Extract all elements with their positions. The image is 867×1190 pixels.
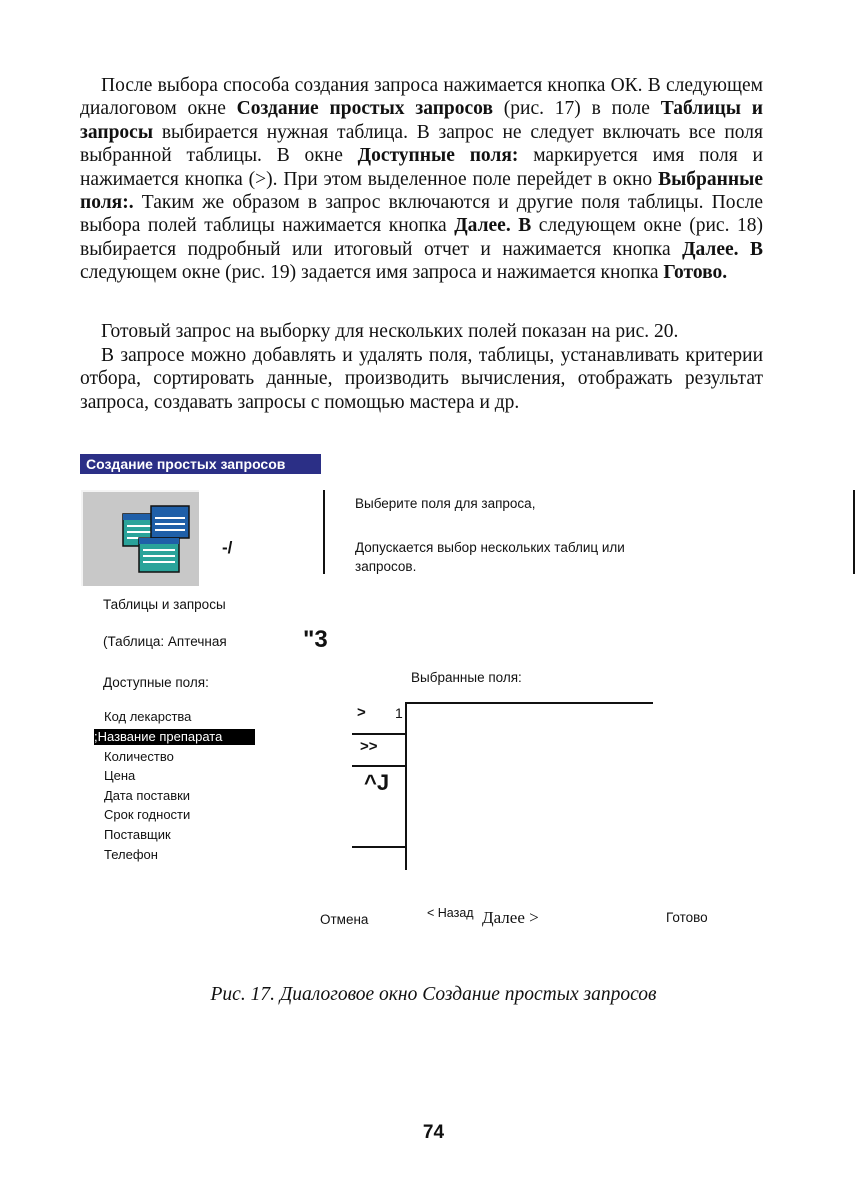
table-select[interactable]: (Таблица: Аптечная	[103, 634, 227, 649]
available-field-item[interactable]: ;Название препарата	[94, 729, 255, 745]
dropdown-arrow-mark[interactable]: "3	[303, 626, 328, 653]
add-all-fields-button[interactable]: >>	[360, 738, 378, 755]
selected-fields-box-top	[405, 702, 653, 704]
paragraph-1-run: Создание простых запросов	[236, 98, 493, 120]
selected-fields-box-left	[405, 702, 407, 870]
selected-fields-label: Выбранные поля:	[411, 670, 522, 685]
instruction-text-2: Допускается выбор нескольких таблиц или	[355, 540, 625, 555]
available-fields-label: Доступные поля:	[103, 675, 209, 690]
paragraph-1	[80, 74, 763, 285]
paragraph-1-run: Таким же образом в запрос включаются и другие поля таблицы. После выбора полей таблицы нажимается кнопка	[80, 192, 763, 237]
paragraph-1-run: маркируется имя поля и нажимается кнопка (>). При этом выделенное поле перейдет в окно	[80, 145, 763, 190]
paragraph-2: Готовый запрос на выборку для нескольких полей показан на рис. 20.	[101, 321, 679, 342]
available-field-item[interactable]: Код лекарства	[104, 709, 192, 724]
back-button[interactable]: < Назад	[427, 906, 474, 920]
edge-mark	[853, 490, 855, 574]
next-button[interactable]: Далее >	[482, 908, 539, 927]
available-field-item[interactable]: Срок годности	[104, 807, 191, 822]
paragraph-1-run: Готово.	[663, 262, 728, 284]
page-number: 74	[422, 1122, 445, 1143]
paragraph-1-run: Далее. В	[454, 215, 532, 237]
button-separator-1	[352, 733, 406, 735]
available-field-item[interactable]: Поставщик	[104, 827, 171, 842]
paragraph-1-run: Доступные поля:	[357, 145, 519, 167]
paragraph-1-run: После выбора способа создания запроса нажимается кнопка ОК. В следующем диалоговом окне	[80, 75, 763, 120]
finish-button[interactable]: Готово	[666, 910, 708, 925]
figure-caption: Рис. 17. Диалоговое окно Создание простых запросов	[210, 984, 657, 1005]
available-field-item[interactable]: Телефон	[104, 847, 158, 862]
paragraph-1-run: выбирается нужная таблица. В запрос не следует включать все поля выбранной таблицы. В окне	[80, 121, 763, 167]
add-field-mark: 1	[395, 705, 403, 721]
dialog-title-bar: Создание простых запросов	[80, 454, 321, 474]
cancel-button[interactable]: Отмена	[320, 912, 369, 927]
paragraph-3: В запросе можно добавлять и удалять поля, таблицы, устанавливать критерии отбора, сортировать данные, производить вычисления, отображать результат запроса, создавать запросы с помощью мастера и др.	[80, 345, 763, 413]
available-field-item[interactable]: Количество	[104, 749, 174, 764]
paragraph-1-run: следующем окне (рис. 18) выбирается подробный или итоговый отчет и нажимается кнопка	[80, 215, 763, 260]
instruction-text-2b: запросов.	[355, 559, 417, 574]
available-field-item[interactable]: Цена	[104, 768, 136, 783]
tables-queries-label: Таблицы и запросы	[103, 597, 226, 612]
paragraph-1-run: следующем окне (рис. 19) задается имя запроса и нажимается кнопка	[80, 262, 664, 284]
available-field-item[interactable]: Дата поставки	[104, 788, 191, 803]
button-separator-3	[352, 846, 406, 848]
remove-field-button[interactable]: ^J	[364, 770, 390, 795]
divider-vertical-top	[323, 490, 325, 574]
button-separator-2	[352, 765, 406, 767]
wizard-tables-icon	[121, 504, 201, 582]
paragraph-1-run: (рис. 17) в поле	[492, 98, 661, 120]
paragraph-1-run: Таблицы и запросы	[80, 98, 763, 143]
instruction-text-1: Выберите поля для запроса,	[355, 496, 536, 511]
add-field-button[interactable]: >	[357, 704, 366, 721]
wizard-icon-panel	[81, 490, 199, 586]
paragraph-1-run: Далее. В	[682, 238, 764, 260]
icon-mark: -/	[222, 538, 233, 557]
paragraph-1-run: Выбранные поля:.	[80, 168, 763, 214]
